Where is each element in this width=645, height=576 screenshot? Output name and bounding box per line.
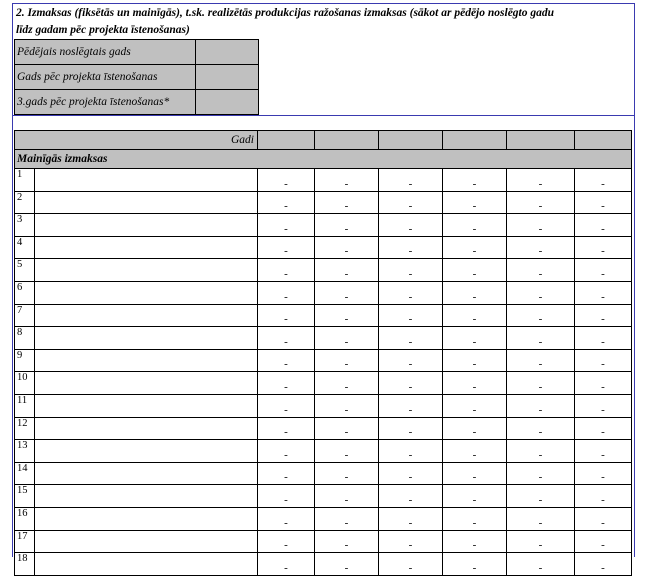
cost-value-cell[interactable]: - [379,440,443,463]
row-number: 8 [15,327,35,350]
cost-value-cell[interactable]: - [258,440,315,463]
table-row [15,191,632,214]
cost-value-cell[interactable]: - [379,191,443,214]
cost-value-cell[interactable]: - [507,236,575,259]
cost-value-cell[interactable]: - [379,553,443,576]
cost-value-cell[interactable]: - [507,304,575,327]
year-header-cell[interactable] [575,131,632,150]
cost-value-cell[interactable]: - [443,214,507,237]
cost-value-cell[interactable]: - [315,372,379,395]
cost-value-cell[interactable]: - [258,553,315,576]
table-row [15,485,632,508]
cost-value-cell[interactable]: - [379,485,443,508]
cost-value-cell[interactable]: - [258,462,315,485]
cost-value-cell[interactable]: - [575,507,632,530]
row-number: 7 [15,304,35,327]
cost-value-cell[interactable]: - [443,394,507,417]
row-number: 14 [15,462,35,485]
cost-item-name-cell[interactable] [35,462,258,485]
row-number: 15 [15,485,35,508]
row-number: 5 [15,259,35,282]
cost-value-cell[interactable]: - [507,553,575,576]
year-header-cell[interactable] [315,131,379,150]
cost-value-cell[interactable]: - [443,236,507,259]
table-row [15,372,632,395]
cost-value-cell[interactable]: - [315,394,379,417]
cost-value-cell[interactable]: - [379,394,443,417]
cost-value-cell[interactable]: - [315,281,379,304]
table-row [15,394,632,417]
cost-value-cell[interactable]: - [258,281,315,304]
cost-value-cell[interactable]: - [315,349,379,372]
table-row [15,462,632,485]
cost-value-cell[interactable]: - [507,169,575,192]
cost-item-name-cell[interactable] [35,259,258,282]
cost-value-cell[interactable]: - [507,507,575,530]
cost-value-cell[interactable]: - [315,417,379,440]
cost-value-cell[interactable]: - [315,236,379,259]
cost-value-cell[interactable]: - [443,327,507,350]
cost-value-cell[interactable]: - [443,417,507,440]
cost-value-cell[interactable]: - [443,304,507,327]
table-row [15,553,632,576]
table-row [15,507,632,530]
row-number: 16 [15,507,35,530]
cost-value-cell[interactable]: - [507,417,575,440]
cost-value-cell[interactable]: - [575,349,632,372]
cost-value-cell[interactable]: - [507,462,575,485]
row-number: 2 [15,191,35,214]
cost-value-cell[interactable]: - [258,394,315,417]
cost-value-cell[interactable]: - [443,372,507,395]
table-row [15,236,632,259]
table-row [15,530,632,553]
year-header-cell[interactable] [443,131,507,150]
cost-value-cell[interactable]: - [575,259,632,282]
info-label: Gads pēc projekta īstenošanas [15,65,196,90]
heading-line-2: līdz gadam pēc projekta īstenošanas) [16,24,190,36]
cost-value-cell[interactable]: - [379,259,443,282]
cost-value-cell[interactable]: - [575,304,632,327]
cost-value-cell[interactable]: - [507,440,575,463]
cost-value-cell[interactable]: - [575,327,632,350]
cost-value-cell[interactable]: - [575,462,632,485]
cost-value-cell[interactable]: - [443,191,507,214]
row-number: 6 [15,281,35,304]
table-row [15,349,632,372]
cost-value-cell[interactable]: - [315,485,379,508]
cost-value-cell[interactable]: - [575,440,632,463]
cost-value-cell[interactable]: - [443,462,507,485]
row-number: 11 [15,394,35,417]
cost-value-cell[interactable]: - [575,530,632,553]
info-row [15,90,259,115]
cost-item-name-cell[interactable] [35,214,258,237]
cost-value-cell[interactable]: - [507,259,575,282]
cost-value-cell[interactable]: - [258,530,315,553]
cost-value-cell[interactable]: - [315,304,379,327]
cost-value-cell[interactable]: - [379,349,443,372]
cost-value-cell[interactable]: - [443,485,507,508]
cost-value-cell[interactable]: - [315,259,379,282]
year-info-table [14,39,259,115]
info-value-cell[interactable] [196,90,259,115]
cost-value-cell[interactable]: - [258,417,315,440]
cost-value-cell[interactable]: - [315,169,379,192]
row-number: 18 [15,553,35,576]
cost-value-cell[interactable]: - [379,327,443,350]
year-header-cell[interactable] [507,131,575,150]
cost-value-cell[interactable]: - [575,191,632,214]
row-number: 1 [15,169,35,192]
cost-value-cell[interactable]: - [379,417,443,440]
cost-value-cell[interactable]: - [315,214,379,237]
cost-value-cell[interactable]: - [258,236,315,259]
cost-item-name-cell[interactable] [35,349,258,372]
cost-value-cell[interactable]: - [575,417,632,440]
cost-item-name-cell[interactable] [35,394,258,417]
cost-value-cell[interactable]: - [443,440,507,463]
cost-value-cell[interactable]: - [507,191,575,214]
cost-value-cell[interactable]: - [575,372,632,395]
info-label: Pēdējais noslēgtais gads [15,40,196,65]
cost-item-name-cell[interactable] [35,553,258,576]
year-header-cell[interactable] [258,131,315,150]
table-row [15,281,632,304]
cost-value-cell[interactable]: - [443,349,507,372]
cost-value-cell[interactable]: - [575,394,632,417]
cost-item-name-cell[interactable] [35,507,258,530]
section-divider [12,115,635,116]
cost-item-name-cell[interactable] [35,169,258,192]
cost-item-name-cell[interactable] [35,417,258,440]
cost-value-cell[interactable]: - [379,304,443,327]
cost-value-cell[interactable]: - [575,281,632,304]
cost-value-cell[interactable]: - [507,530,575,553]
cost-value-cell[interactable]: - [258,327,315,350]
cost-item-name-cell[interactable] [35,236,258,259]
cost-item-name-cell[interactable] [35,191,258,214]
cost-value-cell[interactable]: - [258,169,315,192]
cost-value-cell[interactable]: - [379,372,443,395]
cost-value-cell[interactable]: - [315,553,379,576]
info-value-cell[interactable] [196,65,259,90]
row-number: 17 [15,530,35,553]
table-row [15,417,632,440]
row-number: 13 [15,440,35,463]
cost-value-cell[interactable]: - [379,281,443,304]
row-number: 10 [15,372,35,395]
cost-value-cell[interactable]: - [443,530,507,553]
cost-value-cell[interactable]: - [575,214,632,237]
table-row [15,440,632,463]
cost-value-cell[interactable]: - [315,191,379,214]
cost-value-cell[interactable]: - [443,281,507,304]
cost-item-name-cell[interactable] [35,304,258,327]
cost-value-cell[interactable]: - [379,236,443,259]
table-row [15,259,632,282]
cost-value-cell[interactable]: - [379,169,443,192]
cost-value-cell[interactable]: - [315,530,379,553]
year-header-cell[interactable] [379,131,443,150]
cost-value-cell[interactable]: - [443,259,507,282]
cost-value-cell[interactable]: - [507,327,575,350]
cost-value-cell[interactable]: - [575,553,632,576]
cost-value-cell[interactable]: - [443,169,507,192]
cost-value-cell[interactable]: - [575,169,632,192]
cost-value-cell[interactable]: - [507,214,575,237]
cost-item-name-cell[interactable] [35,327,258,350]
cost-value-cell[interactable]: - [575,236,632,259]
cost-value-cell[interactable]: - [315,507,379,530]
cost-value-cell[interactable]: - [258,259,315,282]
cost-item-name-cell[interactable] [35,530,258,553]
table-row [15,304,632,327]
cost-value-cell[interactable]: - [443,507,507,530]
cost-value-cell[interactable]: - [507,394,575,417]
cost-value-cell[interactable]: - [258,214,315,237]
years-header-row [15,131,632,150]
row-number: 3 [15,214,35,237]
cost-item-name-cell[interactable] [35,485,258,508]
cost-value-cell[interactable]: - [379,214,443,237]
cost-value-cell[interactable]: - [315,462,379,485]
cost-value-cell[interactable]: - [258,304,315,327]
variable-costs-row [15,150,632,169]
row-number: 12 [15,417,35,440]
info-label: 3.gads pēc projekta īstenošanas* [15,90,196,115]
cost-value-cell[interactable]: - [379,507,443,530]
cost-value-cell[interactable]: - [379,530,443,553]
cost-value-cell[interactable]: - [258,349,315,372]
cost-item-name-cell[interactable] [35,281,258,304]
costs-table [14,130,632,576]
cost-value-cell[interactable]: - [379,462,443,485]
cost-value-cell[interactable]: - [258,507,315,530]
cost-value-cell[interactable]: - [575,485,632,508]
row-number: 9 [15,349,35,372]
info-row [15,65,259,90]
cost-item-name-cell[interactable] [35,372,258,395]
row-number: 4 [15,236,35,259]
table-row [15,214,632,237]
variable-costs-label: Mainīgās izmaksas [15,150,632,169]
table-row [15,169,632,192]
cost-value-cell[interactable]: - [258,485,315,508]
cost-value-cell[interactable]: - [507,485,575,508]
table-row [15,327,632,350]
cost-value-cell[interactable]: - [315,440,379,463]
cost-item-name-cell[interactable] [35,440,258,463]
section-heading [16,5,631,39]
cost-value-cell[interactable]: - [315,327,379,350]
info-row [15,40,259,65]
years-header-label: Gadi [15,131,258,150]
cost-value-cell[interactable]: - [507,372,575,395]
cost-value-cell[interactable]: - [507,281,575,304]
cost-value-cell[interactable]: - [507,349,575,372]
info-value-cell[interactable] [196,40,259,65]
cost-value-cell[interactable]: - [443,553,507,576]
cost-value-cell[interactable]: - [258,191,315,214]
heading-line-1: 2. Izmaksas (fiksētās un mainīgās), t.sk. realizētās produkcijas ražošanas izmaksas (sākot ar pēdējo noslēgto gadu [16,7,555,19]
cost-value-cell[interactable]: - [258,372,315,395]
